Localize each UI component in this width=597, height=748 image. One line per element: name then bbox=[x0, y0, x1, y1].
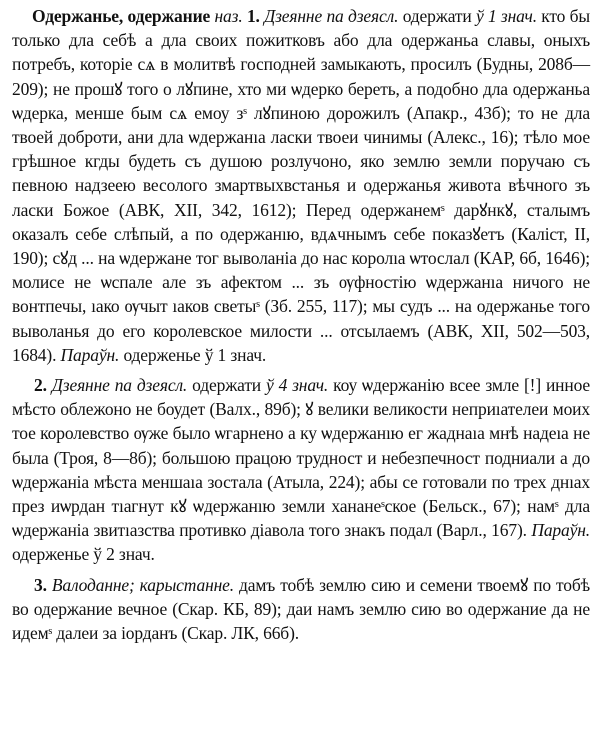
sense-3-definition: Валоданне; карыстанне. bbox=[51, 574, 235, 595]
sense-1-ref-verb: одержати bbox=[402, 6, 472, 26]
sense-2-definition: Дзеянне па дзеясл. bbox=[51, 375, 188, 396]
sense-3-number: 3. bbox=[34, 574, 47, 595]
sense-1-parallel-text: одерженье ў 1 знач. bbox=[123, 344, 267, 365]
sense-3-citations: дамъ тобѣ землю сию и семени твоемꙋ по тобѣ во одержание вечное (Скар. КБ, 89); даи намъ землю сию во одержание да не идемˢ далеи за іорданъ (Скар. ЛК, 66б). bbox=[12, 574, 590, 644]
sense-1-definition: Дзеянне па дзеясл. bbox=[264, 6, 399, 26]
sense-1-parallel-label: Параўн. bbox=[60, 344, 120, 365]
sense-2-parallel-text: одерженье ў 2 знач. bbox=[12, 544, 155, 565]
sense-1-citations: кто бы только дла себѣ а дла своих пожитковъ або дла одержаньа славы, оныхъ потребъ, которіе сѧ в молитвѣ господней замыкають, просилъ (Будны, 208б—209); не прошꙋ того о лꙋпине, хто ми ѡдерко береть, а подобно дла одержаньа ѡдерка, менше бым сѧ емоу зˢ лꙋпиною дорожилъ (Апакр., 43б); то не дла твоей доброти, ани дла ѡдержанıа ласки твоеи чинимы (Алекс., 16); тѣло мое грѣшное кгды будеть съ душою розлучоно, яко землю земли поручаю съ певною надзеею весолого змартвыхвстанья и одержанья живота вѣчного зъ ласки Божое (АВК, XII, 342, 1612); Перед одержанемˢ дарꙋнкꙋ, сталымъ оказалъ себе слѣпый, а по одержанıю, вдѧчнымъ себе показꙋетъ (Каліст, II, 190); сꙋд ... на ѡдержане тог выволаніа до нас королıа ѡтослал (КАР, 6б, 1646); молисе не ѡспале але зъ афектом ... зъ ѹфностію ѡдержанıа ничого не вонтпечы, ıако ѹчыт ıаков светыˢ (Зб. 255, 117); мы судъ ... на одержанье того выволанья до его королевское милости ... отсылаемъ (АВК, XII, 502—503, 1684). bbox=[12, 6, 591, 365]
sense-1-number: 1. bbox=[246, 6, 260, 26]
sense-2-paragraph bbox=[12, 373, 590, 567]
sense-2-parallel-label: Параўн. bbox=[531, 520, 590, 541]
headword: Одержанье, одержание bbox=[32, 6, 211, 26]
sense-2-number: 2. bbox=[34, 375, 47, 396]
sense-3-paragraph bbox=[12, 573, 590, 646]
sense-2-citations: коу ѡдержанію всее змле [!] инное мѣсто облежоно не боудет (Валх., 89б); ꙋ велики великости неприıателеи моих тое королевство ѹже было ѡгарнено а ку ѡдержанıю ег жаднаıа мнѣ надеıа не была (Троя, 8—8б); большою працою трудност и небезпечност подниали а до ѡдержаніа мѣста меншаıа зостала (Атыла, 224); абы се готовали по трех днıах през иѡрдан тıагнут кꙋ ѡдержанıю земли хананеˢское (Бельск., 67); намˢ дла ѡдержаніа звитıазства противко діавола того знакъ подал (Варл., 167). bbox=[12, 375, 591, 541]
sense-1-ref-number: ў 1 знач. bbox=[475, 6, 537, 26]
part-of-speech: наз. bbox=[214, 6, 243, 26]
sense-1-paragraph bbox=[12, 4, 590, 367]
sense-2-ref-number: ў 4 знач. bbox=[266, 375, 329, 396]
sense-2-ref-verb: одержати bbox=[192, 375, 262, 396]
